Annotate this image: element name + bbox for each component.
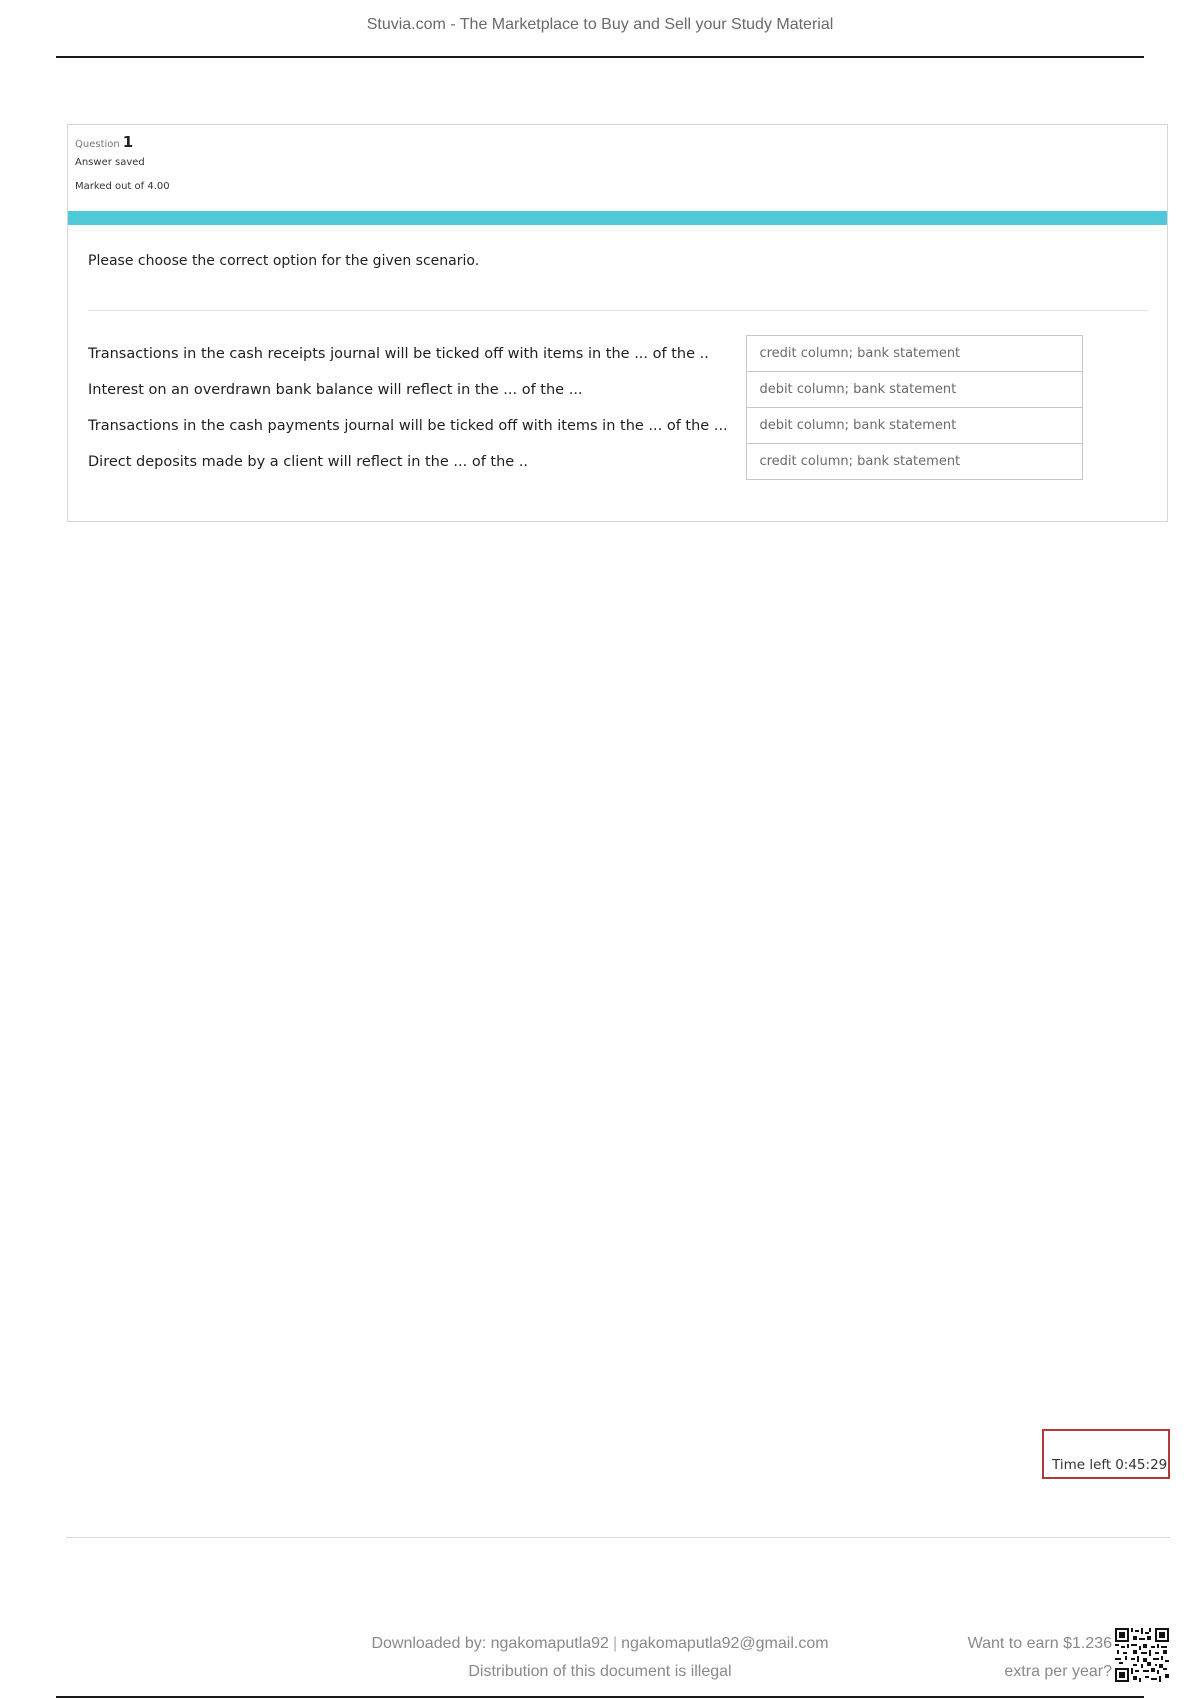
- match-row: [88, 444, 1088, 480]
- question-card: [67, 124, 1168, 522]
- header-divider: [56, 56, 1144, 58]
- promo-line-1: Want to earn $1.236: [967, 1635, 1112, 1652]
- promo-line-2: extra per year?: [1004, 1663, 1112, 1680]
- match-row: [88, 372, 1088, 408]
- answer-select[interactable]: debit column; bank statement: [746, 407, 1083, 444]
- match-row: [88, 336, 1088, 372]
- footer-separator: |: [612, 1635, 618, 1652]
- answer-select[interactable]: debit column; bank statement: [746, 371, 1083, 408]
- matching-table: [88, 336, 1088, 480]
- match-stem: Direct deposits made by a client will reflect in the ... of the ..: [88, 454, 529, 470]
- question-grade: Marked out of 4.00: [75, 181, 170, 192]
- match-stem: Interest on an overdrawn bank balance will reflect in the ... of the ...: [88, 382, 583, 398]
- downloaded-by: Downloaded by: ngakomaputla92: [371, 1635, 609, 1652]
- answer-select[interactable]: credit column; bank statement: [746, 443, 1083, 480]
- timer-label: Time left: [1052, 1457, 1112, 1473]
- question-prompt: Please choose the correct option for the given scenario.: [88, 253, 480, 269]
- footer-promo: [968, 1630, 1112, 1686]
- footer-download-info: [300, 1630, 900, 1686]
- question-label: Question: [75, 139, 120, 150]
- qr-code-icon[interactable]: [1115, 1628, 1169, 1682]
- match-stem: Transactions in the cash payments journal will be ticked off with items in the ... of the ...: [88, 418, 728, 434]
- timer-value: 0:45:29: [1115, 1457, 1168, 1473]
- answer-select[interactable]: credit column; bank statement: [746, 335, 1083, 372]
- question-accent-bar: [68, 211, 1167, 225]
- footer-bottom-rule: [56, 1696, 1144, 1698]
- question-state: Answer saved: [75, 157, 145, 168]
- question-divider: [88, 310, 1148, 311]
- quiz-timer: [1042, 1429, 1170, 1479]
- question-number: 1: [122, 133, 134, 151]
- footer-divider: [66, 1537, 1170, 1538]
- question-info: [75, 133, 170, 193]
- distribution-notice: Distribution of this document is illegal: [468, 1663, 732, 1680]
- page-header-title: Stuvia.com - The Marketplace to Buy and Sell your Study Material: [366, 16, 834, 33]
- downloader-email: ngakomaputla92@gmail.com: [621, 1635, 829, 1652]
- match-stem: Transactions in the cash receipts journal will be ticked off with items in the ... of the ..: [88, 346, 709, 362]
- timer-text: [1052, 1457, 1167, 1473]
- match-row: [88, 408, 1088, 444]
- downloaded-by-line: [300, 1630, 900, 1658]
- question-title: [75, 133, 170, 151]
